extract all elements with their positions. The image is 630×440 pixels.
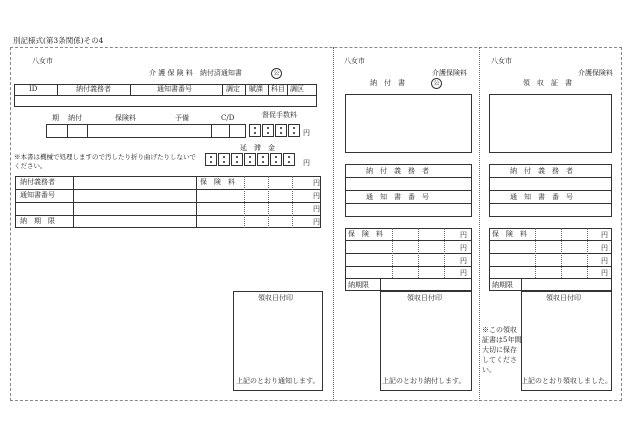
yen-fee: 円 [303,129,310,137]
col-reserve: 予備 [175,114,189,122]
col-notice-number: 通知書番号 [157,85,192,93]
title-right: 領 収 証 書 [523,79,572,87]
row-payer: 納付義務者 [20,178,55,186]
payment-footer: 上記のとおり納付します。 [382,377,466,385]
yen-1: 円 [313,179,320,187]
row-notice-number: 通知書番号 [20,191,55,199]
subtitle-middle: 介護保険料 [432,69,467,77]
row-payer-right: 納 付 義 務 者 [510,167,573,175]
premium-label-middle: 保 険 料 [348,230,383,238]
row-payer-middle: 納 付 義 務 者 [366,167,429,175]
notice-footer: 上記のとおり通知します。 [236,377,320,385]
city-name: 八女市 [32,57,53,65]
premium-label: 保 険 料 [200,178,235,186]
yen-m3: 円 [460,257,467,265]
due-label-right: 納期限 [492,281,513,289]
yen-m2: 円 [460,244,467,252]
subtitle-right: 介護保険料 [578,69,613,77]
machine-processing-notice: ※本書は機械で処理しますので汚したり折り曲げたりしないでください。 [14,153,196,170]
col-id: ID [29,85,38,93]
payment-amount-box [46,124,246,138]
col-levy: 賦課 [249,85,263,93]
receipt-stamp-box-right [521,291,612,391]
official-stamp: 公 [271,68,282,79]
late-fee-label: 延 滞 金 [240,144,275,152]
receipt-stamp-label: 領収日付印 [258,294,293,302]
receipt-stamp-label-right: 領収日付印 [546,294,581,302]
due-label-middle: 納期限 [348,281,369,289]
yen-r1: 円 [601,231,608,239]
separator-middle-right [479,47,480,401]
separator-left-middle [333,47,334,401]
reminder-fee-label: 督促手数料 [262,111,297,119]
address-box-right [489,94,612,153]
form-title: 別記様式(第3条関係)その4 [13,36,104,45]
col-payment: 納付 [68,114,82,122]
yen-m4: 円 [460,269,467,277]
yen-late: 円 [303,159,310,167]
city-name-middle: 八女市 [344,57,365,65]
col-premium: 保険料 [115,114,136,122]
yen-2: 円 [313,192,320,200]
yen-r4: 円 [601,269,608,277]
row-due-date: 納 期 限 [20,217,55,225]
col-assessment: 調定 [226,85,240,93]
section-title: 介 護 保 険 料 納付済通知書 [149,69,242,77]
premium-label-right: 保 険 料 [492,230,527,238]
yen-r2: 円 [601,244,608,252]
col-item: 科目 [271,85,285,93]
row-notice-number-middle: 通 知 書 番 号 [366,193,429,201]
receipt-footer: 上記のとおり領収しました。 [521,377,612,385]
receipt-stamp-box-middle [380,291,472,391]
city-name-right: 八女市 [491,57,512,65]
row-notice-number-right: 通 知 書 番 号 [510,193,573,201]
col-division: 調区 [290,85,304,93]
receipt-stamp-box [233,291,323,391]
col-payer: 納付義務者 [76,85,111,93]
col-cd: C/D [221,114,235,122]
title-middle: 納 付 書 [370,79,405,87]
col-period: 期 [52,114,59,122]
official-stamp-middle: 公 [431,78,442,89]
receipt-stamp-label-middle: 領収日付印 [407,294,442,302]
yen-m1: 円 [460,231,467,239]
yen-4: 円 [313,218,320,226]
address-box-middle [345,94,472,153]
yen-r3: 円 [601,257,608,265]
keep-receipt-note: ※この領収証書は5年間大切に保存してください。 [482,326,522,374]
yen-3: 円 [313,205,320,213]
